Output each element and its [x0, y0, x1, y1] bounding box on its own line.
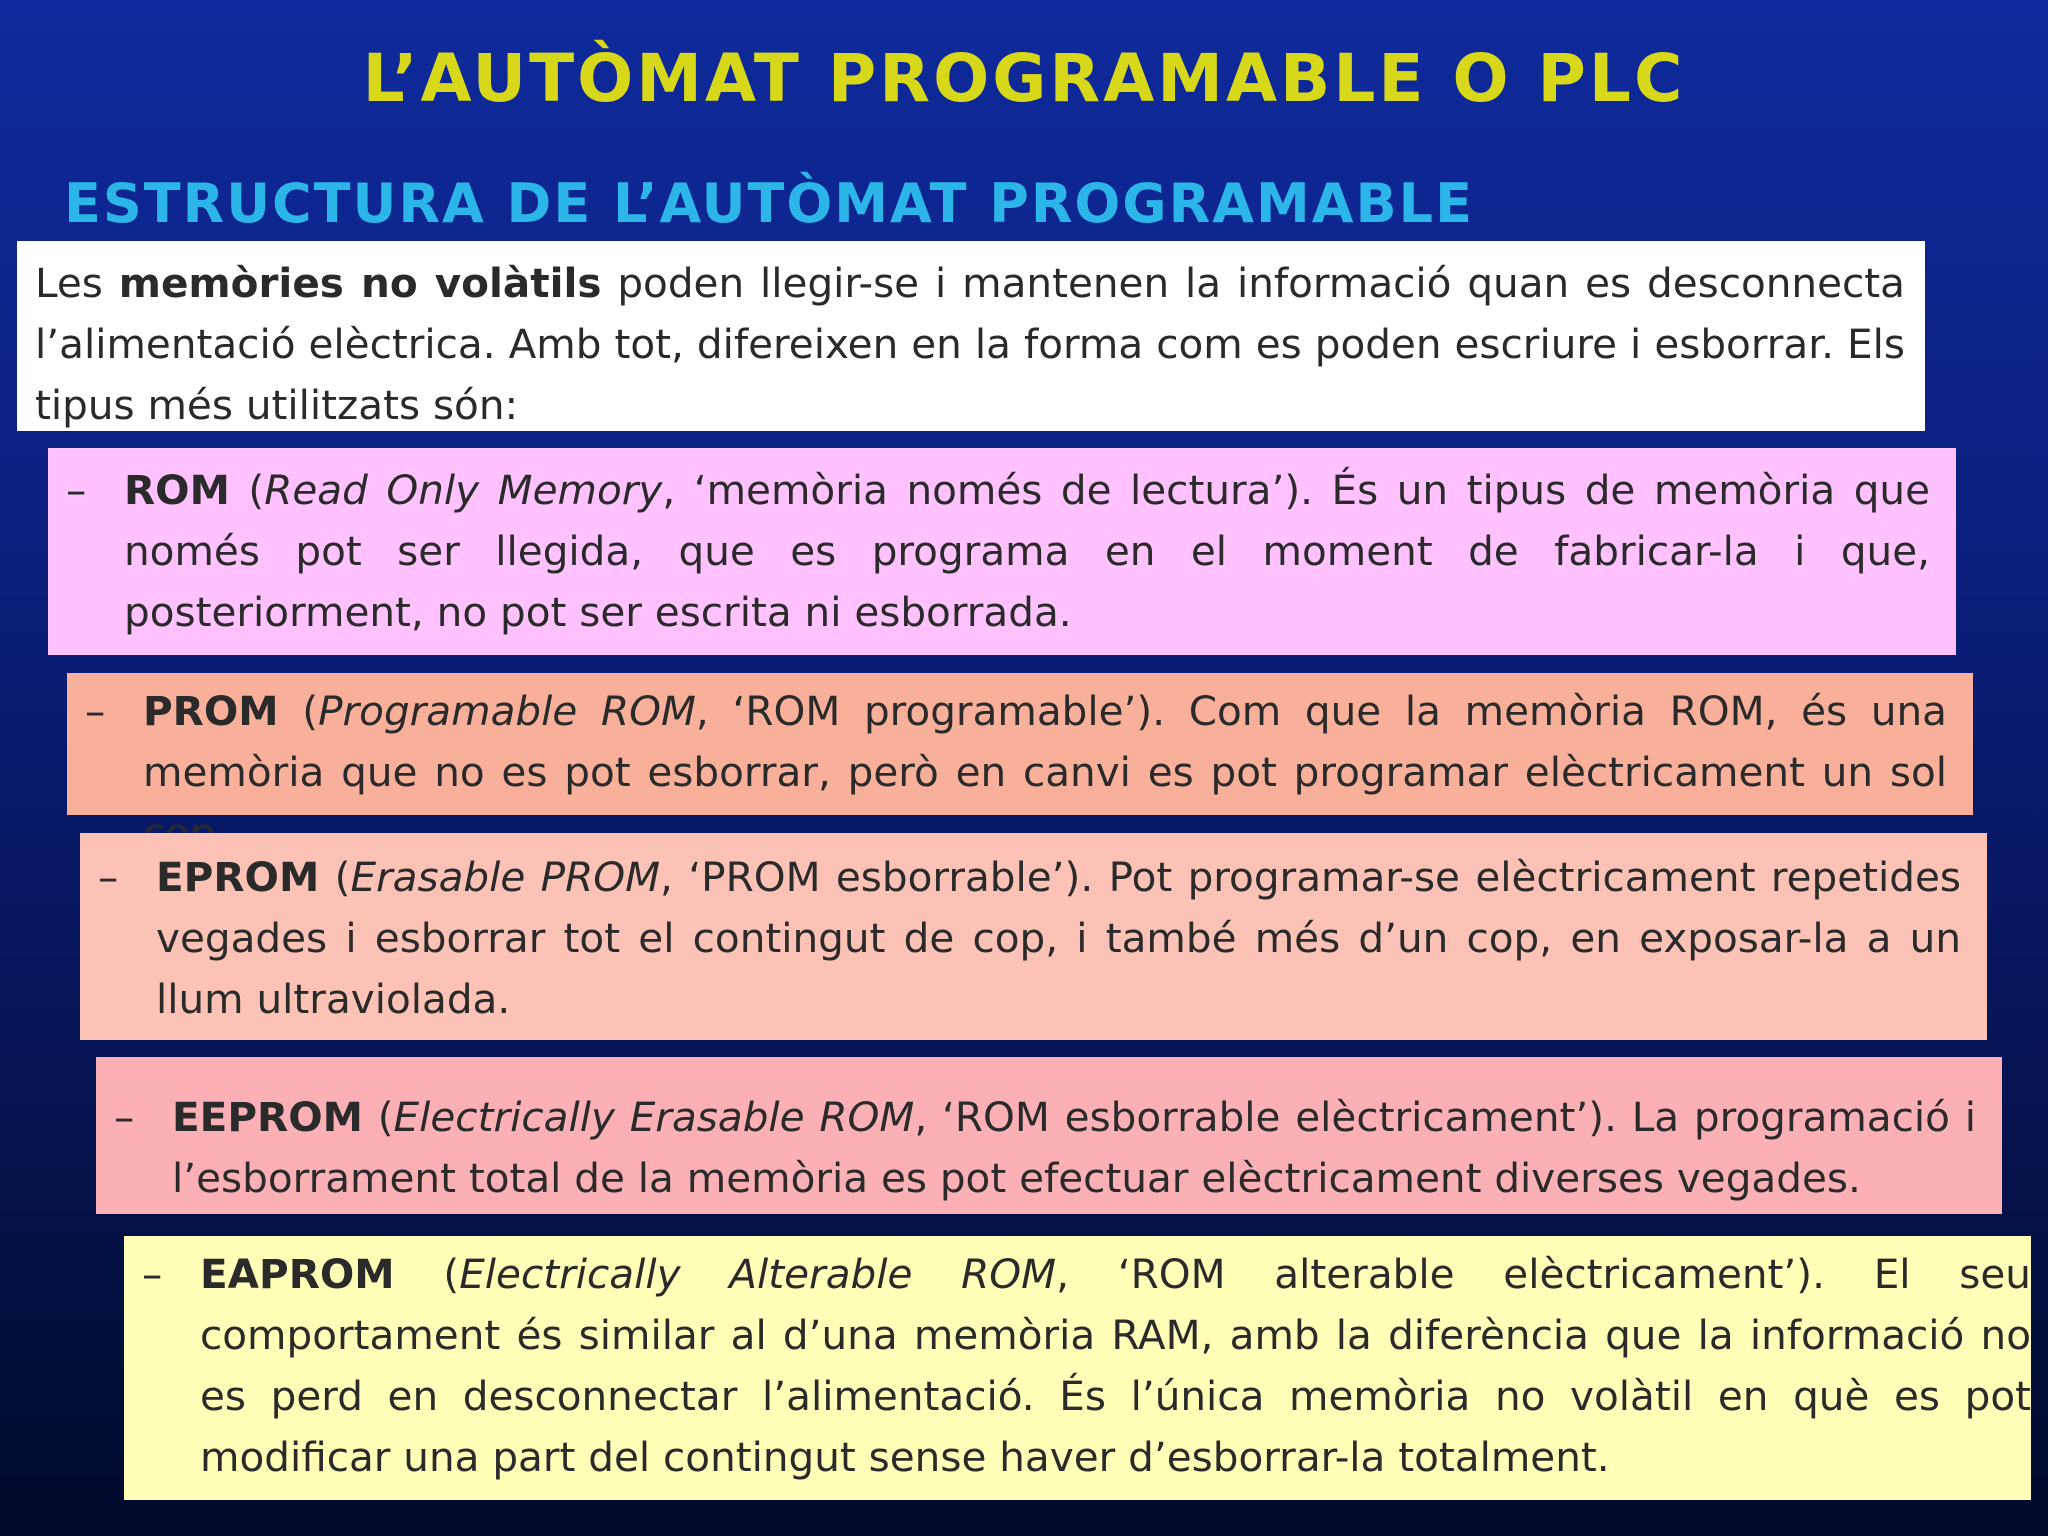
- item-text: , ‘memòria només de lectura’). És un tipus de memòria que només pot ser llegida, que es programa en el moment de fabricar-la i que, posteriorment, no pot ser escrita ni esborrada.: [124, 466, 1930, 636]
- intro-bold: memòries no volàtils: [118, 259, 602, 307]
- bullet-dash: –: [114, 1093, 135, 1141]
- item-name: EAPROM: [200, 1250, 395, 1298]
- bullet-dash: –: [66, 466, 87, 514]
- item-expansion: Electrically Alterable ROM: [459, 1250, 1057, 1298]
- intro-paragraph: [17, 241, 1925, 431]
- item-name: EPROM: [156, 853, 320, 901]
- rom-item: [48, 448, 1956, 655]
- item-open: (: [278, 687, 319, 735]
- eaprom-item: [124, 1236, 2031, 1500]
- item-text: , ‘ROM alterable elèctricament’). El seu comportament és similar al d’una memòria RAM, amb la diferència que la informació no es perd en desconnectar l’alimentació. És l’única memòria no volàtil en què es pot modificar una part del contingut sense haver d’esborrar-la totalment.: [200, 1250, 2031, 1481]
- item-open: (: [229, 466, 265, 514]
- slide-title: L’AUTÒMAT PROGRAMABLE O PLC: [362, 40, 1686, 117]
- eeprom-item: [96, 1057, 2002, 1214]
- item-open: (: [394, 1250, 460, 1298]
- item-name: PROM: [143, 687, 279, 735]
- slide-subtitle: ESTRUCTURA DE L’AUTÒMAT PROGRAMABLE: [64, 172, 1474, 235]
- item-text: , ‘ROM esborrable elèctricament’). La programació i l’esborrament total de la memòria es pot efectuar elèctricament diverses vegades.: [172, 1093, 1976, 1202]
- item-open: (: [319, 853, 351, 901]
- bullet-dash: –: [142, 1250, 163, 1298]
- item-expansion: Electrically Erasable ROM: [393, 1093, 915, 1141]
- prom-item: [67, 673, 1973, 815]
- eprom-item: [80, 833, 1987, 1040]
- item-expansion: Programable ROM: [318, 687, 696, 735]
- item-name: EEPROM: [172, 1093, 363, 1141]
- item-text: , ‘ROM programable’). Com que la memòria ROM, és una memòria que no es pot esborrar, però en canvi es pot programar elèctricament un sol: [143, 687, 1947, 796]
- item-name: ROM: [124, 466, 230, 514]
- intro-rest: poden llegir-se i mantenen la informació quan es desconnecta l’alimentació elèctrica. Amb tot, difereixen en la forma com es poden escriure i esborrar. Els tipus més utilitzats són:: [35, 259, 1905, 429]
- bullet-dash: –: [98, 853, 119, 901]
- bullet-dash: –: [85, 687, 106, 735]
- intro-lead: Les: [35, 259, 119, 307]
- item-expansion: Erasable PROM: [350, 853, 661, 901]
- item-open: (: [362, 1093, 394, 1141]
- item-expansion: Read Only Memory: [264, 466, 663, 514]
- item-text: , ‘PROM esborrable’). Pot programar-se elèctricament repetides vegades i esborrar tot el contingut de cop, i també més d’un cop, en exposar-la a un llum ultraviolada.: [156, 853, 1961, 1023]
